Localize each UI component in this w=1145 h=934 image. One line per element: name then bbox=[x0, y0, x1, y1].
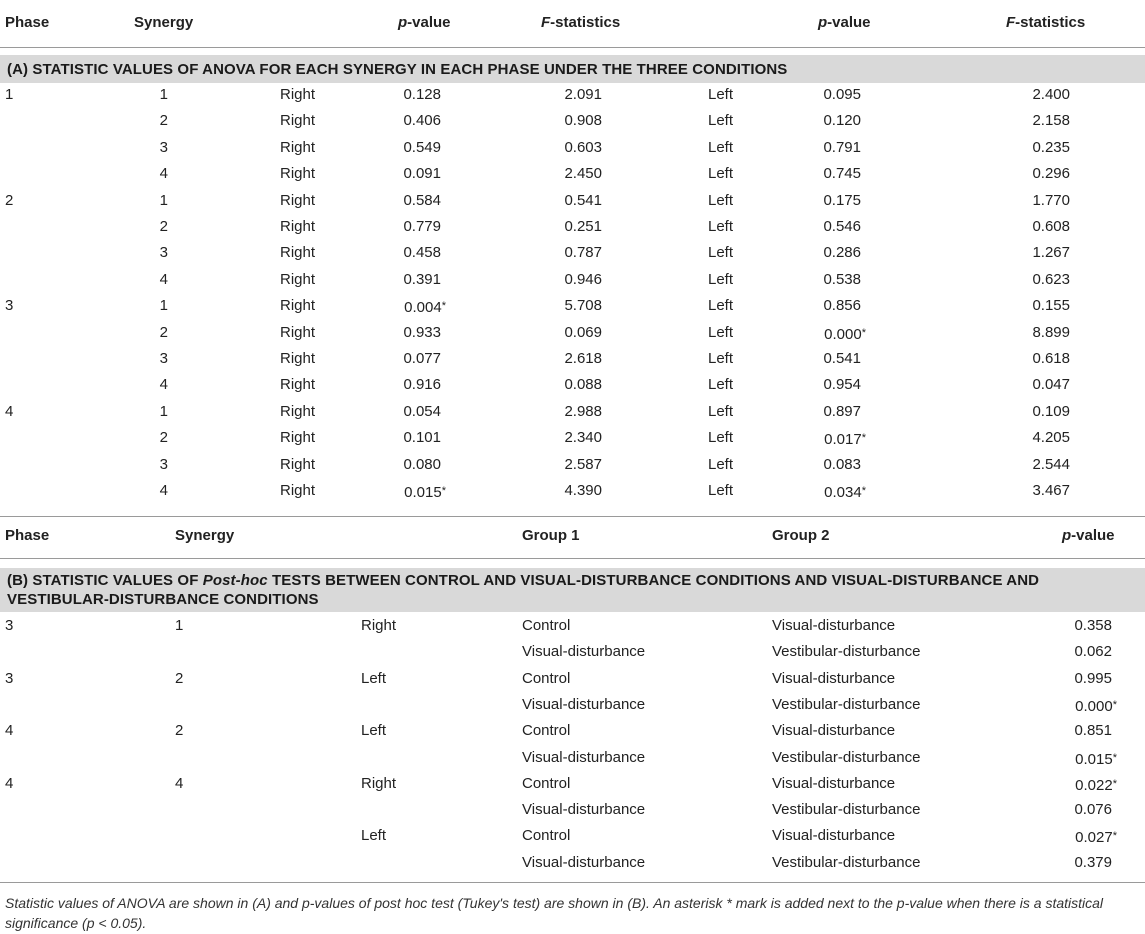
cell-f-right: 2.450 bbox=[564, 165, 602, 183]
cell-p-value-right: 0.406 bbox=[403, 112, 441, 130]
cell-side-left: Left bbox=[708, 86, 734, 103]
significance-asterisk: * bbox=[1112, 751, 1117, 764]
cell-side-left: Left bbox=[708, 218, 734, 235]
cell-group-1: Control bbox=[522, 617, 571, 634]
cell-side-left: Left bbox=[708, 138, 734, 156]
cell-p-value-left: 0.856 bbox=[823, 297, 861, 315]
cell-p-value-right: 0.091 bbox=[403, 165, 441, 183]
cell-f-left: 0.109 bbox=[1032, 402, 1070, 420]
header-p-value: p-value bbox=[1062, 527, 1115, 544]
cell-group-2: Vestibular-disturbance bbox=[772, 853, 921, 871]
cell-p-value: 0.022* bbox=[1075, 776, 1117, 794]
cell-side: Right bbox=[361, 774, 397, 792]
significance-asterisk: * bbox=[861, 326, 866, 339]
significance-asterisk: * bbox=[1112, 698, 1117, 711]
significance-asterisk: * bbox=[1112, 830, 1117, 843]
cell-f-left: 8.899 bbox=[1032, 323, 1070, 341]
cell-group-1: Control bbox=[522, 827, 571, 845]
cell-group-2: Visual-disturbance bbox=[772, 827, 896, 845]
cell-f-left: 3.467 bbox=[1032, 482, 1070, 499]
cell-group-1: Visual-disturbance bbox=[522, 643, 646, 661]
cell-f-right: 5.708 bbox=[564, 297, 602, 315]
cell-p-value-left: 0.286 bbox=[823, 244, 861, 262]
cell-group-2: Vestibular-disturbance bbox=[772, 643, 921, 661]
header-phase: Phase bbox=[5, 14, 50, 31]
cell-p-value-right: 0.584 bbox=[403, 191, 441, 209]
cell-synergy: 2 bbox=[159, 429, 168, 447]
table-caption: Statistic values of ANOVA are shown in (A) and p-values of post hoc test (Tukey's test) are shown in (B). An asterisk * mark is added next to the p-value when there is a statistical significance (p < 0.05). bbox=[5, 895, 1104, 931]
cell-side-right: Right bbox=[280, 86, 316, 103]
cell-synergy: 4 bbox=[159, 165, 168, 183]
cell-p-value: 0.851 bbox=[1074, 722, 1112, 740]
cell-group-2: Visual-disturbance bbox=[772, 774, 896, 792]
cell-p-value: 0.027* bbox=[1075, 829, 1117, 847]
cell-p-value-left: 0.745 bbox=[823, 165, 861, 183]
cell-f-right: 2.618 bbox=[564, 350, 602, 367]
cell-f-left: 0.608 bbox=[1032, 218, 1070, 235]
cell-p-value: 0.995 bbox=[1074, 669, 1112, 687]
cell-side-right: Right bbox=[280, 350, 316, 367]
cell-synergy: 2 bbox=[159, 112, 168, 130]
cell-side-left: Left bbox=[708, 350, 734, 367]
divider bbox=[0, 47, 1145, 48]
cell-phase: 1 bbox=[5, 86, 14, 103]
cell-f-left: 0.618 bbox=[1032, 350, 1070, 367]
cell-p-value-left: 0.083 bbox=[823, 455, 861, 473]
cell-p-value: 0.062 bbox=[1074, 643, 1112, 661]
cell-p-value: 0.358 bbox=[1074, 617, 1112, 634]
header-phase: Phase bbox=[5, 527, 50, 544]
cell-p-value-right: 0.101 bbox=[403, 429, 441, 447]
cell-f-left: 1.267 bbox=[1032, 244, 1070, 262]
cell-synergy: 3 bbox=[159, 244, 168, 262]
header-f-statistics-right: F-statistics bbox=[541, 14, 621, 31]
cell-group-2: Vestibular-disturbance bbox=[772, 695, 921, 713]
cell-synergy: 2 bbox=[175, 669, 184, 687]
cell-group-1: Visual-disturbance bbox=[522, 853, 646, 871]
cell-side-right: Right bbox=[280, 376, 316, 394]
header-group-2: Group 2 bbox=[772, 527, 830, 544]
cell-side-right: Right bbox=[280, 429, 316, 447]
cell-side-right: Right bbox=[280, 270, 316, 288]
cell-synergy: 2 bbox=[159, 218, 168, 235]
cell-group-1: Visual-disturbance bbox=[522, 748, 646, 766]
cell-p-value-left: 0.120 bbox=[823, 112, 861, 130]
cell-p-value-left: 0.000* bbox=[824, 325, 866, 343]
cell-synergy: 4 bbox=[175, 774, 184, 792]
cell-group-1: Control bbox=[522, 774, 571, 792]
cell-f-left: 2.158 bbox=[1032, 112, 1070, 130]
cell-synergy: 1 bbox=[159, 86, 168, 103]
header-p-value-right: p-value bbox=[398, 14, 451, 31]
cell-p-value: 0.076 bbox=[1074, 801, 1112, 819]
divider bbox=[0, 516, 1145, 517]
significance-asterisk: * bbox=[441, 485, 446, 497]
cell-p-value-right: 0.779 bbox=[403, 218, 441, 235]
cell-f-right: 2.340 bbox=[564, 429, 602, 447]
significance-asterisk: * bbox=[1112, 777, 1117, 790]
cell-p-value-left: 0.538 bbox=[823, 270, 861, 288]
cell-side: Right bbox=[361, 617, 397, 634]
cell-f-right: 2.587 bbox=[564, 455, 602, 473]
cell-side-left: Left bbox=[708, 244, 734, 262]
section-a-title: (A) STATISTIC VALUES OF ANOVA FOR EACH SYNERGY IN EACH PHASE UNDER THE THREE CONDITIONS bbox=[7, 61, 788, 78]
cell-p-value-right: 0.080 bbox=[403, 455, 441, 473]
cell-f-left: 0.047 bbox=[1032, 376, 1070, 394]
cell-p-value: 0.015* bbox=[1075, 750, 1117, 768]
cell-side-right: Right bbox=[280, 165, 316, 183]
cell-synergy: 1 bbox=[175, 617, 184, 634]
section-b-title-line2: VESTIBULAR-DISTURBANCE CONDITIONS bbox=[7, 591, 319, 608]
cell-synergy: 3 bbox=[159, 350, 168, 367]
cell-f-left: 4.205 bbox=[1032, 429, 1070, 447]
cell-group-1: Control bbox=[522, 669, 571, 687]
cell-side-left: Left bbox=[708, 191, 734, 209]
significance-asterisk: * bbox=[861, 485, 866, 497]
cell-f-right: 0.787 bbox=[564, 244, 602, 262]
cell-side: Left bbox=[361, 669, 387, 687]
section-a-title-band bbox=[0, 55, 1145, 83]
cell-f-right: 0.069 bbox=[564, 323, 602, 341]
cell-side-right: Right bbox=[280, 402, 316, 420]
cell-phase: 3 bbox=[5, 297, 14, 315]
cell-synergy: 4 bbox=[159, 270, 168, 288]
cell-synergy: 4 bbox=[159, 482, 168, 499]
cell-side-left: Left bbox=[708, 297, 734, 315]
cell-synergy: 1 bbox=[159, 402, 168, 420]
cell-f-right: 0.251 bbox=[564, 218, 602, 235]
cell-phase: 4 bbox=[5, 774, 14, 792]
cell-p-value-left: 0.175 bbox=[823, 191, 861, 209]
header-group-1: Group 1 bbox=[522, 527, 580, 544]
cell-f-right: 0.908 bbox=[564, 112, 602, 130]
cell-f-left: 2.400 bbox=[1032, 86, 1070, 103]
cell-f-left: 0.296 bbox=[1032, 165, 1070, 183]
cell-side-right: Right bbox=[280, 218, 316, 235]
divider bbox=[0, 882, 1145, 883]
cell-side-left: Left bbox=[708, 112, 734, 130]
cell-side-right: Right bbox=[280, 138, 316, 156]
cell-side-right: Right bbox=[280, 191, 316, 209]
cell-side-left: Left bbox=[708, 402, 734, 420]
cell-synergy: 1 bbox=[159, 191, 168, 209]
cell-p-value-right: 0.004* bbox=[404, 299, 446, 317]
cell-group-2: Visual-disturbance bbox=[772, 722, 896, 740]
cell-p-value-left: 0.095 bbox=[823, 86, 861, 103]
header-synergy: Synergy bbox=[134, 14, 194, 31]
cell-group-1: Control bbox=[522, 722, 571, 740]
cell-side-left: Left bbox=[708, 455, 734, 473]
significance-asterisk: * bbox=[861, 432, 866, 445]
cell-group-2: Vestibular-disturbance bbox=[772, 801, 921, 819]
cell-p-value-right: 0.128 bbox=[403, 86, 441, 103]
cell-f-right: 2.091 bbox=[564, 86, 602, 103]
cell-side-right: Right bbox=[280, 455, 316, 473]
cell-p-value-right: 0.458 bbox=[403, 244, 441, 262]
cell-synergy: 2 bbox=[159, 323, 168, 341]
section-b-title-line1: (B) STATISTIC VALUES OF Post-hoc TESTS BETWEEN CONTROL AND VISUAL-DISTURBANCE CONDITIONS AND VISUAL-DISTURBANCE AND bbox=[7, 572, 1040, 589]
cell-side-left: Left bbox=[708, 270, 734, 288]
cell-p-value: 0.379 bbox=[1074, 853, 1112, 871]
cell-p-value-right: 0.933 bbox=[403, 323, 441, 341]
cell-synergy: 2 bbox=[175, 722, 184, 740]
cell-synergy: 3 bbox=[159, 455, 168, 473]
cell-p-value-left: 0.897 bbox=[823, 402, 861, 420]
cell-side: Left bbox=[361, 722, 387, 740]
cell-p-value-left: 0.017* bbox=[824, 431, 866, 449]
cell-side-left: Left bbox=[708, 323, 734, 341]
cell-f-right: 0.946 bbox=[564, 270, 602, 288]
cell-group-2: Visual-disturbance bbox=[772, 617, 896, 634]
cell-side-left: Left bbox=[708, 376, 734, 394]
cell-phase: 2 bbox=[5, 191, 14, 209]
cell-group-2: Visual-disturbance bbox=[772, 669, 896, 687]
header-p-value-left: p-value bbox=[818, 14, 871, 31]
header-f-statistics-left: F-statistics bbox=[1006, 14, 1086, 31]
cell-p-value-right: 0.916 bbox=[403, 376, 441, 394]
cell-side-right: Right bbox=[280, 297, 316, 315]
cell-phase: 3 bbox=[5, 617, 14, 634]
cell-side-right: Right bbox=[280, 244, 316, 262]
cell-side-right: Right bbox=[280, 482, 316, 499]
divider bbox=[0, 558, 1145, 559]
cell-f-left: 0.155 bbox=[1032, 297, 1070, 315]
cell-p-value-right: 0.077 bbox=[403, 350, 441, 367]
significance-asterisk: * bbox=[441, 300, 446, 313]
cell-f-left: 0.623 bbox=[1032, 270, 1070, 288]
cell-group-1: Visual-disturbance bbox=[522, 801, 646, 819]
cell-synergy: 1 bbox=[159, 297, 168, 315]
cell-p-value-right: 0.015* bbox=[404, 484, 446, 501]
cell-p-value-right: 0.054 bbox=[403, 402, 441, 420]
cell-f-right: 0.603 bbox=[564, 138, 602, 156]
cell-f-left: 0.235 bbox=[1032, 138, 1070, 156]
cell-side-left: Left bbox=[708, 165, 734, 183]
cell-synergy: 4 bbox=[159, 376, 168, 394]
cell-p-value-right: 0.549 bbox=[403, 138, 441, 156]
cell-p-value-left: 0.791 bbox=[823, 138, 861, 156]
cell-f-right: 2.988 bbox=[564, 402, 602, 420]
cell-phase: 4 bbox=[5, 722, 14, 740]
cell-side-left: Left bbox=[708, 429, 734, 447]
header-synergy: Synergy bbox=[175, 527, 235, 544]
cell-p-value-left: 0.034* bbox=[824, 484, 866, 501]
cell-group-2: Vestibular-disturbance bbox=[772, 748, 921, 766]
cell-f-right: 0.088 bbox=[564, 376, 602, 394]
cell-p-value-right: 0.391 bbox=[403, 270, 441, 288]
cell-phase: 3 bbox=[5, 669, 14, 687]
cell-p-value: 0.000* bbox=[1075, 697, 1117, 715]
cell-f-left: 1.770 bbox=[1032, 191, 1070, 209]
cell-phase: 4 bbox=[5, 402, 14, 420]
cell-side-right: Right bbox=[280, 112, 316, 130]
section-b-title-band bbox=[0, 568, 1145, 612]
cell-p-value-left: 0.954 bbox=[823, 376, 861, 394]
cell-f-right: 4.390 bbox=[564, 482, 602, 499]
cell-p-value-left: 0.541 bbox=[823, 350, 861, 367]
cell-group-1: Visual-disturbance bbox=[522, 695, 646, 713]
cell-f-left: 2.544 bbox=[1032, 455, 1070, 473]
cell-side-right: Right bbox=[280, 323, 316, 341]
cell-side-left: Left bbox=[708, 482, 734, 499]
cell-side: Left bbox=[361, 827, 387, 845]
cell-synergy: 3 bbox=[159, 138, 168, 156]
cell-f-right: 0.541 bbox=[564, 191, 602, 209]
cell-p-value-left: 0.546 bbox=[823, 218, 861, 235]
